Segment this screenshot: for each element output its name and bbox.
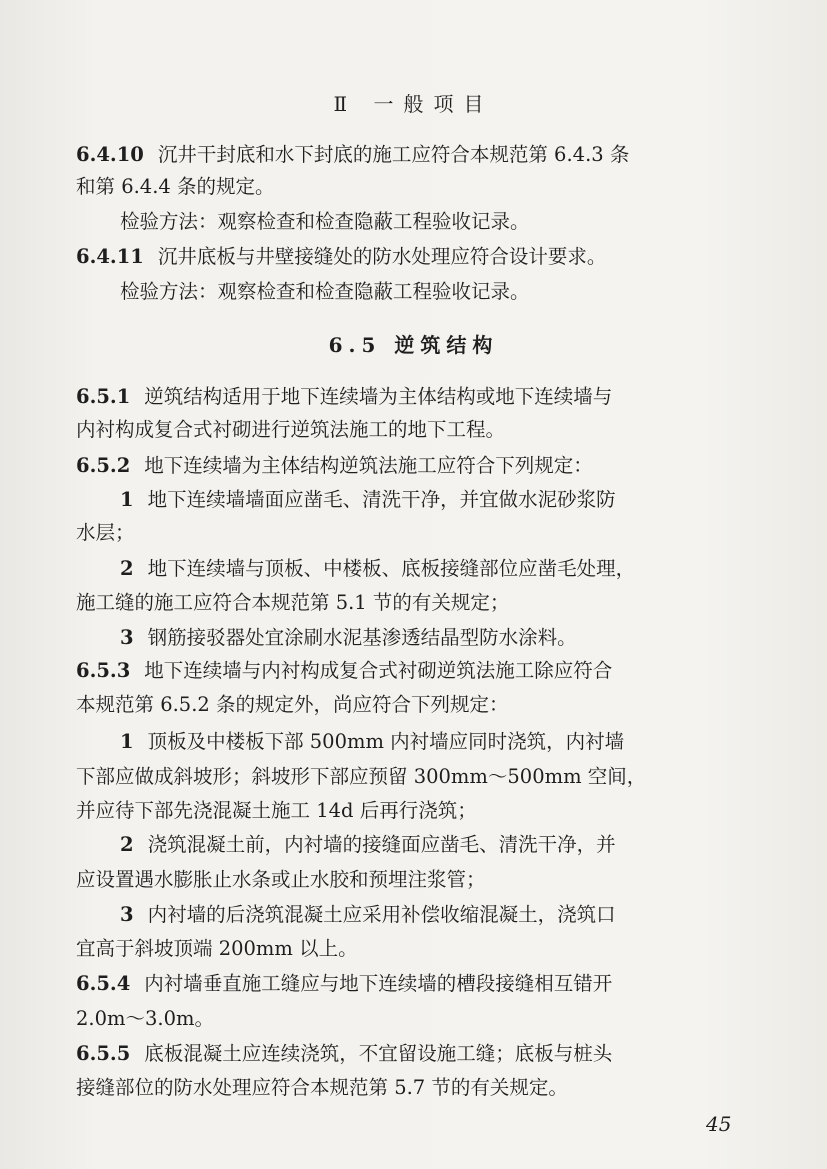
clause-number: 6.5.5 <box>76 1042 131 1065</box>
clause-6-5-4 <box>76 969 756 999</box>
list-item-text-continued: 水层； <box>76 521 135 544</box>
list-item-text-continued: 宜高于斜坡顶端 200mm 以上。 <box>76 937 358 960</box>
clause-text: 逆筑结构适用于地下连续墙为主体结构或地下连续墙与 <box>144 385 613 408</box>
list-item-text: 钢筋接驳器处宜涂刷水泥基渗透结晶型防水涂料。 <box>147 626 577 649</box>
clause-text: 沉井干封底和水下封底的施工应符合本规范第 6.4.3 条 <box>157 143 630 166</box>
list-item-text-continued: 施工缝的施工应符合本规范第 5.1 节的有关规定； <box>76 591 510 614</box>
list-item-2 <box>120 554 800 584</box>
list-item-text: 地下连续墙与顶板、中楼板、底板接缝部位应凿毛处理， <box>147 557 636 580</box>
section-heading-6-5: 6.5 逆筑结构 <box>328 333 499 357</box>
subsection-heading: Ⅱ 一般项目 <box>333 92 494 116</box>
list-item-number: 1 <box>120 730 134 753</box>
clause-6-5-2 <box>76 451 756 481</box>
clause-number: 6.5.4 <box>76 972 131 995</box>
clause-text: 地下连续墙为主体结构逆筑法施工应符合下列规定： <box>144 454 593 477</box>
clause-text-continued: 和第 6.4.4 条的规定。 <box>76 175 275 198</box>
clause-number: 6.5.2 <box>76 454 131 477</box>
list-item-text: 内衬墙的后浇筑混凝土应采用补偿收缩混凝土，浇筑口 <box>147 903 616 926</box>
clause-6-4-11 <box>76 242 756 272</box>
clause-6-5-3 <box>76 656 756 686</box>
clause-text: 地下连续墙与内衬构成复合式衬砌逆筑法施工除应符合 <box>144 659 613 682</box>
clause-6-5-5 <box>76 1039 756 1069</box>
list-item-text: 地下连续墙墙面应凿毛、清洗干净，并宜做水泥砂浆防 <box>147 488 616 511</box>
list-item-text: 顶板及中楼板下部 500mm 内衬墙应同时浇筑，内衬墙 <box>147 730 625 753</box>
list-item-1 <box>120 485 800 515</box>
clause-number: 6.5.1 <box>76 385 131 408</box>
list-item-text-continued: 应设置遇水膨胀止水条或止水胶和预埋注浆管； <box>76 868 486 891</box>
list-item-number: 1 <box>120 488 134 511</box>
clause-text: 沉井底板与井壁接缝处的防水处理应符合设计要求。 <box>157 245 607 268</box>
list-item-number: 2 <box>120 557 134 580</box>
inspection-method: 检验方法：观察检查和检查隐蔽工程验收记录。 <box>120 210 530 233</box>
clause-text-continued: 2.0m～3.0m。 <box>76 1007 215 1030</box>
page-number: 45 <box>706 1112 732 1136</box>
clause-number: 6.5.3 <box>76 659 131 682</box>
clause-text: 内衬墙垂直施工缝应与地下连续墙的槽段接缝相互错开 <box>144 972 613 995</box>
list-item-text-continued: 下部应做成斜坡形；斜坡形下部应预留 300mm～500mm 空间， <box>76 765 647 788</box>
clause-number: 6.4.11 <box>76 245 144 268</box>
clause-6-4-10 <box>76 140 756 170</box>
inspection-method: 检验方法：观察检查和检查隐蔽工程验收记录。 <box>120 280 530 303</box>
list-item-number: 2 <box>120 833 134 856</box>
clause-text-continued: 本规范第 6.5.2 条的规定外，尚应符合下列规定： <box>76 693 509 716</box>
clause-6-5-1 <box>76 382 756 412</box>
list-item-3 <box>120 900 800 930</box>
clause-text-continued: 接缝部位的防水处理应符合本规范第 5.7 节的有关规定。 <box>76 1076 568 1099</box>
clause-text: 底板混凝土应连续浇筑，不宜留设施工缝；底板与桩头 <box>144 1042 613 1065</box>
list-item-text-continued: 并应待下部先浇混凝土施工 14d 后再行浇筑； <box>76 799 477 822</box>
list-item-1 <box>120 727 800 757</box>
list-item-text: 浇筑混凝土前，内衬墙的接缝面应凿毛、清洗干净，并 <box>147 833 616 856</box>
list-item-3 <box>120 623 800 653</box>
clause-number: 6.4.10 <box>76 143 144 166</box>
list-item-number: 3 <box>120 903 134 926</box>
list-item-2 <box>120 830 800 860</box>
list-item-number: 3 <box>120 626 134 649</box>
clause-text-continued: 内衬构成复合式衬砌进行逆筑法施工的地下工程。 <box>76 418 506 441</box>
